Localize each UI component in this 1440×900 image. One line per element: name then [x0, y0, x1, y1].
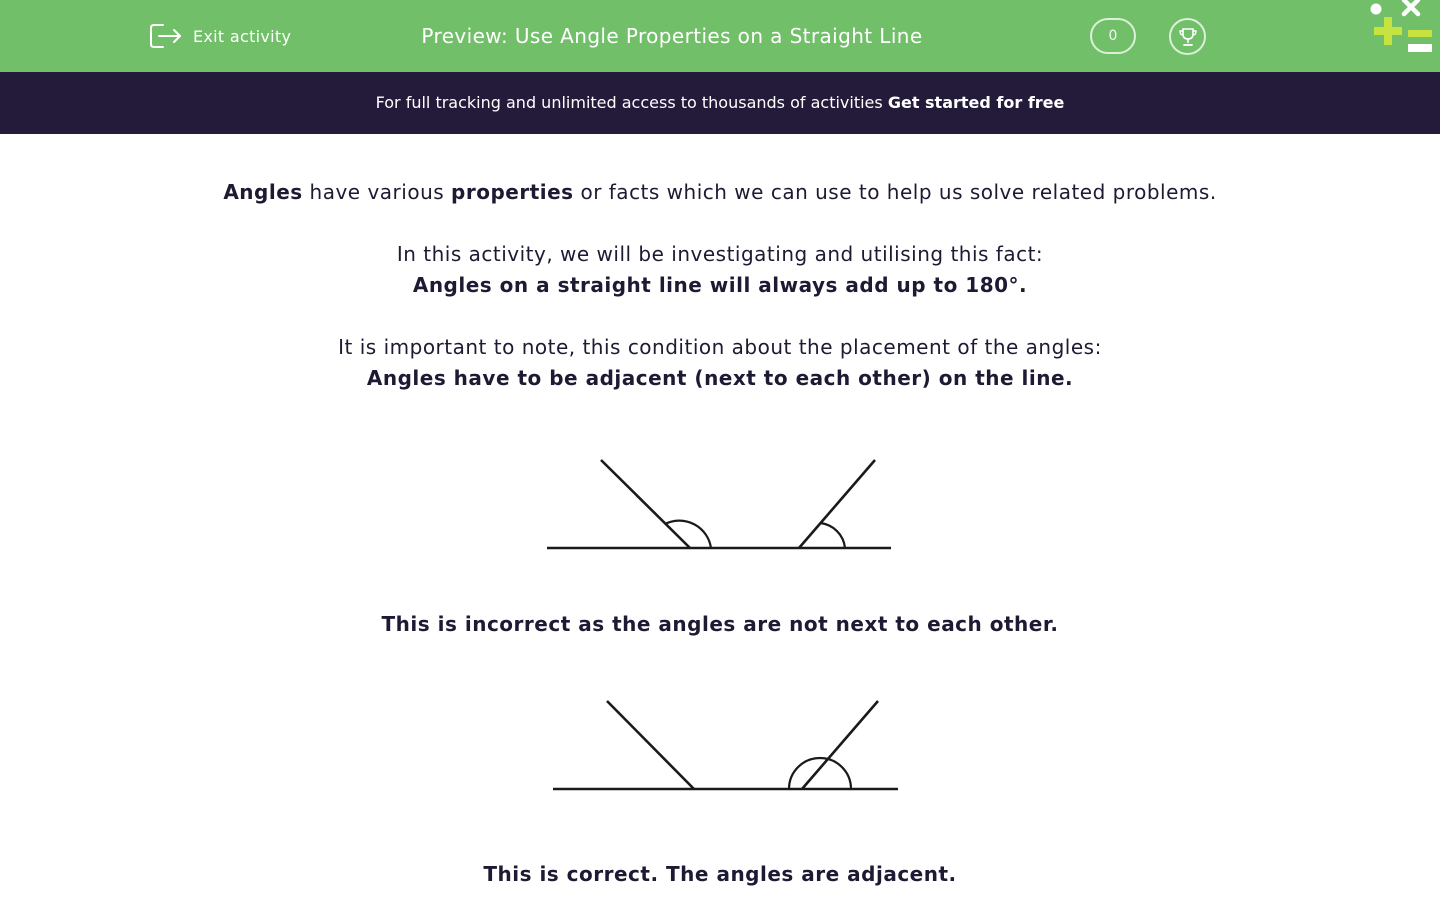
ray-left: [607, 701, 694, 789]
page-title: Preview: Use Angle Properties on a Straight Line: [421, 24, 923, 48]
upgrade-banner: [0, 72, 1440, 134]
condition-intro: It is important to note, this condition about the placement of the angles:: [338, 335, 1102, 359]
adjacent-angle-arc: [789, 758, 851, 789]
ray-right: [799, 460, 875, 548]
score-badge: 0: [1090, 18, 1136, 54]
trophy-icon: [1177, 26, 1199, 48]
banner-text: For full tracking and unlimited access to thousands of activities: [375, 93, 888, 112]
intro-keyword-properties: properties: [451, 180, 574, 204]
incorrect-angles-diagram: [520, 426, 920, 576]
intro-paragraph: [0, 177, 1440, 208]
top-bar: [0, 0, 1440, 72]
correct-caption: This is correct. The angles are adjacent.: [483, 862, 957, 886]
exit-activity-label: Exit activity: [193, 26, 292, 46]
edplace-logo: [1366, 0, 1440, 56]
ray-right: [802, 701, 878, 789]
intro-text-1: have various: [302, 180, 452, 204]
fact-intro: In this activity, we will be investigating and utilising this fact:: [396, 242, 1044, 266]
straight-line-fact: Angles on a straight line will always add up to 180°.: [412, 273, 1028, 297]
get-started-link[interactable]: Get started for free: [887, 93, 1065, 112]
intro-keyword-angles: Angles: [223, 180, 303, 204]
correct-angles-diagram: [520, 670, 920, 830]
adjacency-condition: Angles have to be adjacent (next to each other) on the line.: [366, 366, 1074, 390]
activity-content: [0, 134, 1440, 900]
ray-left: [601, 460, 690, 548]
intro-text-2: or facts which we can use to help us solve related problems.: [573, 180, 1217, 204]
angle-arc-left: [665, 521, 711, 548]
incorrect-caption: This is incorrect as the angles are not next to each other.: [381, 612, 1059, 636]
angle-arc-right: [820, 523, 845, 548]
trophy-button[interactable]: [1169, 18, 1206, 55]
